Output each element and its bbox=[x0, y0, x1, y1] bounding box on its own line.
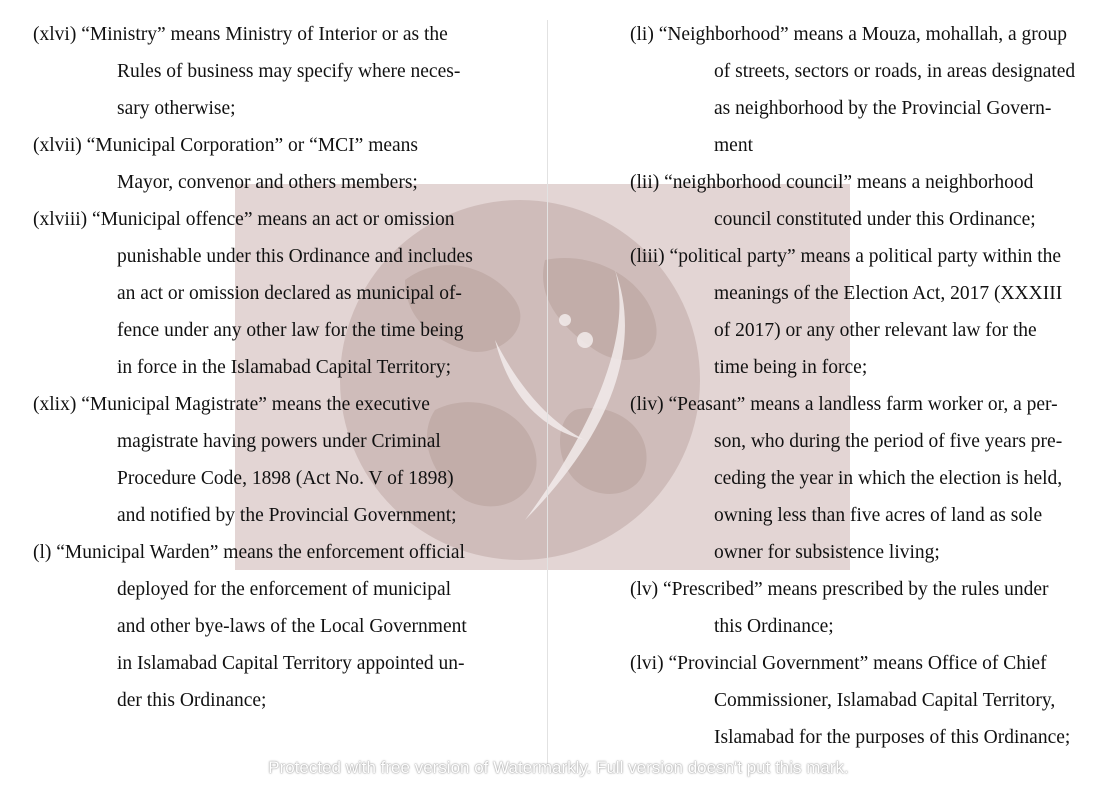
definition-item bbox=[630, 571, 1117, 645]
definition-item bbox=[630, 238, 1117, 386]
definition-item bbox=[33, 386, 523, 534]
definition-line: as neighborhood by the Provincial Govern- bbox=[714, 98, 1052, 119]
definition-line: meanings of the Election Act, 2017 (XXXIII bbox=[714, 283, 1063, 304]
definition-line: (xlix) “Municipal Magistrate” means the executive bbox=[33, 394, 430, 415]
definition-line: Islamabad for the purposes of this Ordinance; bbox=[714, 727, 1071, 748]
definition-line: Commissioner, Islamabad Capital Territory, bbox=[714, 690, 1056, 711]
definition-line: (liv) “Peasant” means a landless farm worker or, a per- bbox=[630, 394, 1058, 415]
definition-line: punishable under this Ordinance and includes bbox=[117, 246, 473, 267]
definition-line: ceding the year in which the election is held, bbox=[714, 468, 1063, 489]
definition-line: (liii) “political party” means a political party within the bbox=[630, 246, 1062, 267]
definition-line: owner for subsistence living; bbox=[714, 542, 940, 563]
definition-line: son, who during the period of five years pre- bbox=[714, 431, 1063, 452]
definition-line: deployed for the enforcement of municipal bbox=[117, 579, 452, 600]
definition-line: (xlviii) “Municipal offence” means an act or omission bbox=[33, 209, 455, 230]
definition-item bbox=[33, 16, 523, 127]
definition-line: (xlvi) “Ministry” means Ministry of Interior or as the bbox=[33, 24, 448, 45]
definition-line: (lv) “Prescribed” means prescribed by the rules under bbox=[630, 579, 1049, 600]
definition-line: Mayor, convenor and others members; bbox=[117, 172, 418, 193]
definition-line: owning less than five acres of land as sole bbox=[714, 505, 1043, 526]
definition-item bbox=[630, 164, 1117, 238]
right-column bbox=[630, 16, 1117, 756]
definition-line: magistrate having powers under Criminal bbox=[117, 431, 441, 452]
definition-line: (l) “Municipal Warden” means the enforcement official bbox=[33, 542, 465, 563]
definition-line: this Ordinance; bbox=[714, 616, 834, 637]
definition-line: of streets, sectors or roads, in areas designated bbox=[714, 61, 1076, 82]
watermark-notice: Protected with free version of Watermarkly. Full version doesn't put this mark. bbox=[268, 758, 849, 777]
column-divider bbox=[547, 20, 548, 765]
definition-line: time being in force; bbox=[714, 357, 868, 378]
definition-item bbox=[630, 386, 1117, 571]
definition-line: (lvi) “Provincial Government” means Office of Chief bbox=[630, 653, 1047, 674]
definition-line: council constituted under this Ordinance; bbox=[714, 209, 1036, 230]
definition-line: (li) “Neighborhood” means a Mouza, mohallah, a group bbox=[630, 24, 1067, 45]
definition-line: Procedure Code, 1898 (Act No. V of 1898) bbox=[117, 468, 454, 489]
definition-item bbox=[630, 645, 1117, 756]
definition-line: sary otherwise; bbox=[117, 98, 236, 119]
definition-line: and notified by the Provincial Government; bbox=[117, 505, 457, 526]
definition-item bbox=[33, 534, 523, 719]
definition-line: Rules of business may specify where neces- bbox=[117, 61, 461, 82]
definition-line: in force in the Islamabad Capital Territory; bbox=[117, 357, 451, 378]
definition-line: of 2017) or any other relevant law for the bbox=[714, 320, 1037, 341]
left-column bbox=[33, 16, 523, 719]
definition-line: fence under any other law for the time being bbox=[117, 320, 464, 341]
definition-line: and other bye-laws of the Local Government bbox=[117, 616, 467, 637]
definition-line: an act or omission declared as municipal of- bbox=[117, 283, 462, 304]
definition-line: ment bbox=[714, 135, 753, 156]
definition-item bbox=[630, 16, 1117, 164]
definition-item bbox=[33, 201, 523, 386]
definition-line: (xlvii) “Municipal Corporation” or “MCI” means bbox=[33, 135, 419, 156]
definition-item bbox=[33, 127, 523, 201]
definition-line: in Islamabad Capital Territory appointed un- bbox=[117, 653, 465, 674]
definition-line: der this Ordinance; bbox=[117, 690, 267, 711]
definition-line: (lii) “neighborhood council” means a neighborhood bbox=[630, 172, 1034, 193]
